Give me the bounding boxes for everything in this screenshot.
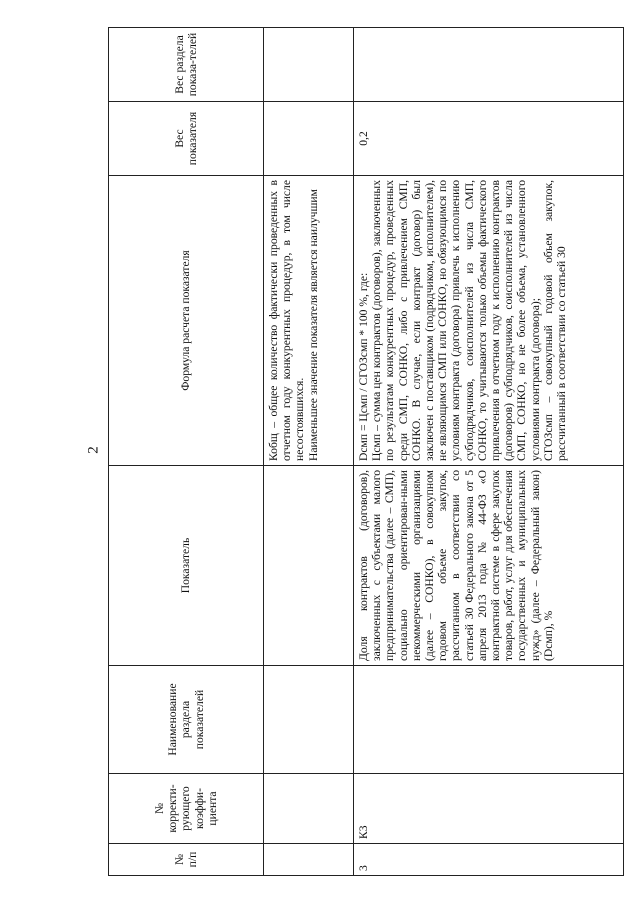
cell-section	[354, 666, 624, 774]
cell-formula: Кобщ – общее количество фактически проведенных в отчетном году конкурентных процедур, в том числе несостоявшихся. Наименьшее значение показателя является наилучшим	[264, 176, 354, 466]
rotated-table-container	[108, 28, 636, 876]
header-weight: Вес показателя	[109, 102, 264, 176]
header-formula: Формула расчета показателя	[109, 176, 264, 466]
cell-section-weight	[354, 28, 624, 102]
cell-coefficient	[264, 774, 354, 844]
cell-num	[264, 844, 354, 876]
cell-num: 3	[354, 844, 624, 876]
table-header-row	[109, 28, 264, 876]
indicators-table	[108, 27, 624, 876]
header-indicator: Показатель	[109, 466, 264, 666]
header-num: № п/п	[109, 844, 264, 876]
cell-section-weight	[264, 28, 354, 102]
header-coefficient: № корректи-рующего коэффи-циента	[109, 774, 264, 844]
formula-equation: Dсмп = Цсмп / СГОЗсмп * 100 %, где:	[357, 272, 370, 461]
header-section: Наименование раздела показателей	[109, 666, 264, 774]
table-row	[354, 28, 624, 876]
page-number: 2	[85, 446, 102, 454]
table-row	[264, 28, 354, 876]
header-section-weight: Вес раздела показа-телей	[109, 28, 264, 102]
cell-weight: 0,2	[354, 102, 624, 176]
cell-section	[264, 666, 354, 774]
cell-weight	[264, 102, 354, 176]
cell-coefficient: К3	[354, 774, 624, 844]
cell-indicator	[264, 466, 354, 666]
formula-description: Цсмп – сумма цен контрактов (договоров), заключенных по результатам конкурентных процедур, проведенных среди СМП, СОНКО, либо с привлечением СМП, СОНКО. В случае, если контракт (договор) был заключен с поставщиком (подрядчиком, исполнителем), не являющимся СМП или СОНКО, но обязующимся по условиям контракта (договора) привлечь к исполнению субподрядчиков, соисполнителей из числа СМП, СОНКО, то учитываются только объемы фактического привлечения в отчетном году к исполнению контрактов (договоров) субподрядчиков, соисполнителей из числа СМП, СОНКО, но не более объема, установленного условиями контракта (договора); СГОЗсмп – совокупный годовой объем закупок, рассчитанный в соответствии со статьей 30	[370, 180, 569, 461]
cell-indicator: Доля контрактов (договоров), заключенных с субъектами малого предпринимательства (далее – СМП), социально ориентирован-ными некоммерческими организациями (далее – СОНКО), в совокупном годовом объеме закупок, рассчитанном в соответствии со статьей 30 Федерального закона от 5 апреля 2013 года № 44-ФЗ «О контрактной системе в сфере закупок товаров, работ, услуг для обеспечения государственных и муниципальных нужд» (далее – Федеральный закон) (Dсмп), %	[354, 466, 624, 666]
cell-formula	[354, 176, 624, 466]
